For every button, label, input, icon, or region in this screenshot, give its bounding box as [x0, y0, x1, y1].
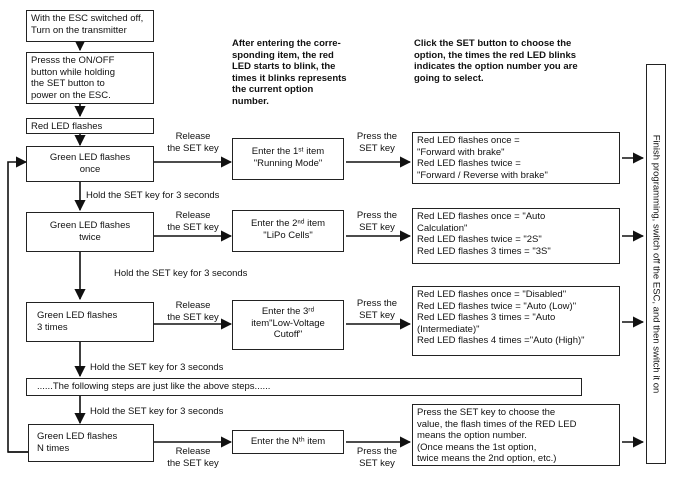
start-step-red-led: Red LED flashes — [26, 118, 154, 134]
hold-label-3a: Hold the SET key for 3 seconds — [90, 362, 224, 373]
item-box-2: Enter the 2ⁿᵈ item "LiPo Cells" — [232, 210, 344, 252]
options-box-n: Press the SET key to choose the value, the flash times of the RED LED means the option number. (Once means the 1st option, twice means the 2nd option, etc.) — [412, 404, 620, 466]
header-option-column: Click the SET button to choose the option, the times the red LED blinks indicates the option number you are going to select. — [414, 38, 578, 84]
hold-label-3b: Hold the SET key for 3 seconds — [90, 406, 224, 417]
finish-programming-text: Finish programming, switch off the ESC, and then switch it on — [650, 134, 662, 394]
item-box-3: Enter the 3ʳᵈ item"Low-Voltage Cutoff" — [232, 300, 344, 350]
release-label-n: Release the SET key — [167, 446, 219, 469]
options-box-1: Red LED flashes once = "Forward with brake" Red LED flashes twice = "Forward / Reverse with brake" — [412, 132, 620, 184]
press-label-3: Press the SET key — [356, 298, 398, 321]
following-steps-banner: ......The following steps are just like the above steps...... — [26, 378, 582, 396]
finish-programming-bar — [646, 64, 666, 464]
press-label-1: Press the SET key — [356, 131, 398, 154]
item-box-1: Enter the 1ˢᵗ item "Running Mode" — [232, 138, 344, 180]
press-label-n: Press the SET key — [356, 446, 398, 469]
green-led-box-2: Green LED flashes twice — [26, 212, 154, 252]
arrow-loop-back — [8, 162, 28, 452]
item-box-n: Enter the Nᵗʰ item — [232, 430, 344, 454]
green-led-box-n: Green LED flashes N times — [28, 424, 154, 462]
hold-label-2: Hold the SET key for 3 seconds — [114, 268, 248, 279]
press-label-2: Press the SET key — [356, 210, 398, 233]
header-item-column: After entering the corre- sponding item, the red LED starts to blink, the times it blinks represents the current option number. — [232, 38, 347, 107]
release-label-1: Release the SET key — [167, 131, 219, 154]
green-led-box-3: Green LED flashes 3 times — [26, 302, 154, 342]
options-box-2: Red LED flashes once = "Auto Calculation" Red LED flashes twice = "2S" Red LED flashes 3 times = "3S" — [412, 208, 620, 264]
start-step-transmitter: With the ESC switched off, Turn on the transmitter — [26, 10, 154, 42]
release-label-3: Release the SET key — [167, 300, 219, 323]
hold-label-1: Hold the SET key for 3 seconds — [86, 190, 220, 201]
start-step-power-on: Presss the ON/OFF button while holding the SET button to power on the ESC. — [26, 52, 154, 104]
options-box-3: Red LED flashes once = "Disabled" Red LED flashes twice = "Auto (Low)" Red LED flashes 3 times = "Auto (Intermediate)" Red LED flashes 4 times ="Auto (High)" — [412, 286, 620, 356]
green-led-box-1: Green LED flashes once — [26, 146, 154, 182]
release-label-2: Release the SET key — [167, 210, 219, 233]
